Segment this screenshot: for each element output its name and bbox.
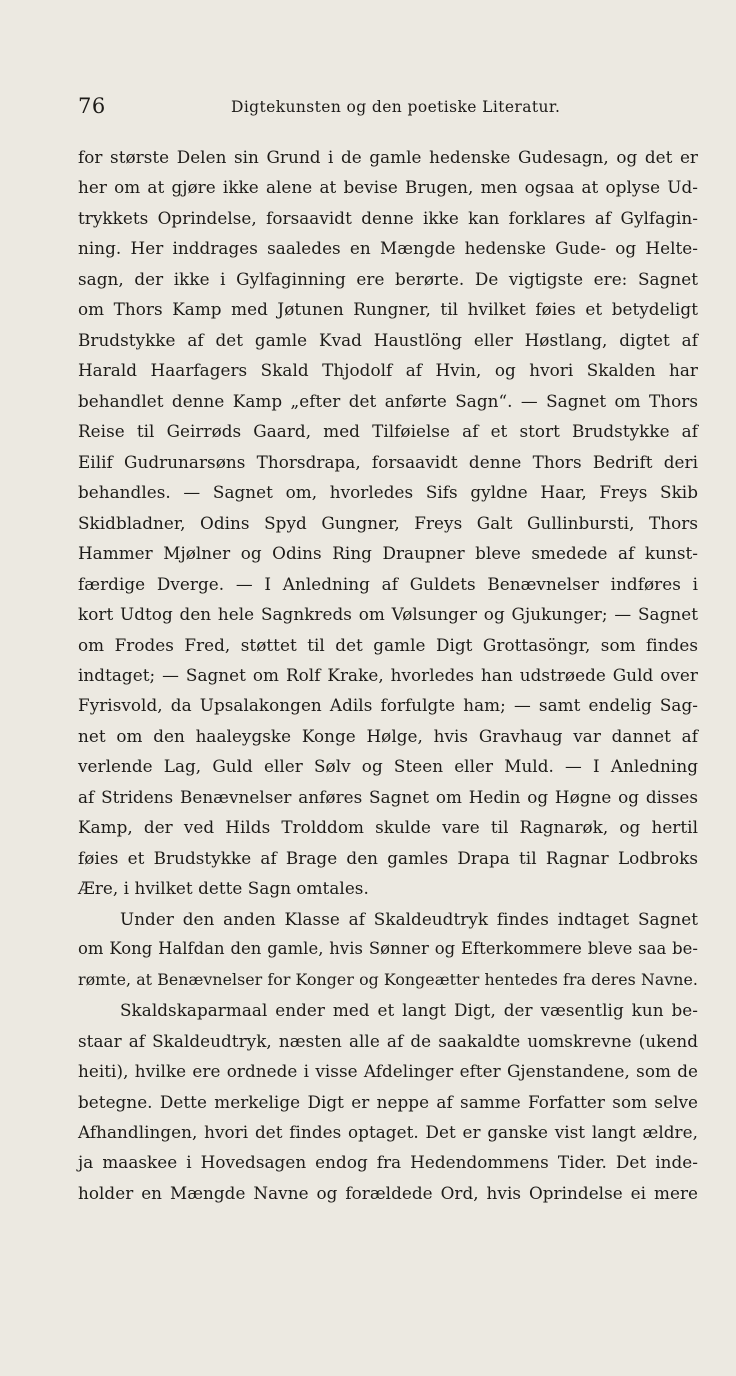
body-text: [78, 142, 698, 1208]
text-line: betegne. Dette merkelige Digt er neppe af samme Forfatter som selve: [78, 1091, 698, 1112]
running-title: Digtekunsten og den poetiske Literatur.: [231, 98, 561, 116]
text-line: for største Delen sin Grund i de gamle hedenske Gudesagn, og det er: [78, 147, 698, 167]
text-line: sagn, der ikke i Gylfaginning ere berørte. De vigtigste ere: Sagnet: [78, 268, 698, 289]
text-line: Brudstykke af det gamle Kvad Haustlöng eller Høstlang, digtet af: [78, 329, 698, 350]
text-line: net om den haaleygske Konge Hølge, hvis Gravhaug var dannet af: [78, 725, 698, 746]
text-line: af Stridens Benævnelser anføres Sagnet om Hedin og Høgne og disses: [78, 786, 698, 807]
text-line: her om at gjøre ikke alene at bevise Brugen, men ogsaa at oplyse Ud-: [78, 177, 698, 198]
text-line: indtaget; — Sagnet om Rolf Krake, hvorledes han udstrøede Guld over: [78, 664, 698, 685]
text-line: ning. Her inddrages saaledes en Mængde hedenske Gude- og Helte-: [78, 238, 698, 259]
text-line: Harald Haarfagers Skald Thjodolf af Hvin, og hvori Skalden har: [78, 360, 698, 381]
text-line: om Kong Halfdan den gamle, hvis Sønner og Efterkommere bleve saa be-: [78, 939, 698, 959]
text-line: Skidbladner, Odins Spyd Gungner, Freys Galt Gullinbursti, Thors: [78, 512, 698, 533]
text-line: om Frodes Fred, støttet til det gamle Digt Grottasöngr, som findes: [78, 634, 698, 655]
text-line: om Thors Kamp med Jøtunen Rungner, til hvilket føies et betydeligt: [78, 299, 698, 320]
text-line: heiti), hvilke ere ordnede i visse Afdelinger efter Gjenstandene, som de: [78, 1061, 698, 1082]
text-line: verlende Lag, Guld eller Sølv og Steen eller Muld. — I Anledning: [78, 756, 698, 777]
text-line: færdige Dverge. — I Anledning af Guldets Benævnelser indføres i: [78, 573, 698, 594]
text-line: behandles. — Sagnet om, hvorledes Sifs gyldne Haar, Freys Skib: [78, 482, 698, 503]
page-number: 76: [78, 94, 106, 118]
text-line: føies et Brudstykke af Brage den gamles Drapa til Ragnar Lodbroks: [78, 847, 698, 868]
text-line: Eilif Gudrunarsøns Thorsdrapa, forsaavidt denne Thors Bedrift deri: [78, 451, 698, 472]
paragraph-end-line: Ære, i hvilket dette Sagn omtales.: [78, 878, 369, 899]
text-line: Fyrisvold, da Upsalakongen Adils forfulgte ham; — samt endelig Sag-: [78, 695, 698, 716]
paragraph-start-line: Skaldskaparmaal ender med et langt Digt, der væsentlig kun be-: [120, 1000, 698, 1021]
paragraph-end-line: rømte, at Benævnelser for Konger og Kongeætter hentedes fra deres Navne.: [78, 969, 698, 989]
text-line: Afhandlingen, hvori det findes optaget. Det er ganske vist langt ældre,: [78, 1122, 698, 1142]
text-line: behandlet denne Kamp „efter det anførte Sagn“. — Sagnet om Thors: [78, 390, 698, 411]
text-line: kort Udtog den hele Sagnkreds om Vølsunger og Gjukunger; — Sagnet: [78, 604, 698, 625]
text-line: Hammer Mjølner og Odins Ring Draupner bleve smedede af kunst-: [78, 543, 698, 564]
text-line: ja maaskee i Hovedsagen endog fra Hedendommens Tider. Det inde-: [78, 1152, 698, 1173]
text-line: trykkets Oprindelse, forsaavidt denne ikke kan forklares af Gylfagin-: [78, 207, 698, 228]
paragraph-start-line: Under den anden Klasse af Skaldeudtryk findes indtaget Sagnet: [120, 908, 698, 929]
running-head: [78, 94, 696, 124]
text-line: Reise til Geirrøds Gaard, med Tilføielse af et stort Brudstykke af: [78, 421, 698, 442]
text-line: staar af Skaldeudtryk, næsten alle af de saakaldte uomskrevne (ukend: [78, 1030, 698, 1051]
text-line: Kamp, der ved Hilds Trolddom skulde vare til Ragnarøk, og hertil: [78, 817, 698, 838]
text-line: holder en Mængde Navne og forældede Ord, hvis Oprindelse ei mere: [78, 1182, 698, 1203]
